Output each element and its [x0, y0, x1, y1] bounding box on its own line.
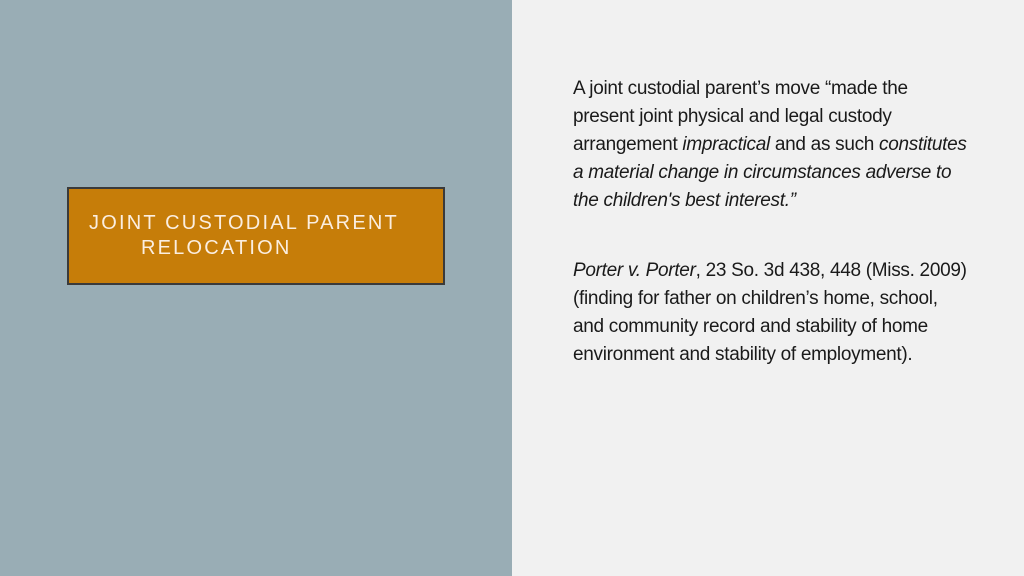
quote-paragraph	[573, 75, 973, 215]
citation-text: , 23 So. 3d 438, 448 (Miss. 2009) (finding for father on children’s home, school, and community record and stability of home environment and stability of employment).	[573, 260, 967, 365]
quote-text-2: and as such	[769, 134, 880, 155]
case-name: Porter v. Porter	[573, 260, 696, 281]
title-line-2: RELOCATION	[141, 237, 292, 259]
title-line-1: JOINT CUSTODIAL PARENT	[89, 212, 399, 234]
quote-italic-2: constitutes a material change in circumstances adverse to the children's best interest.”	[573, 134, 967, 211]
title-box	[67, 187, 445, 285]
citation-paragraph	[573, 257, 973, 369]
quote-text-1: A joint custodial parent’s move “made the present joint physical and legal custody arrangement	[573, 78, 908, 155]
quote-italic-1: impractical	[682, 134, 770, 155]
body-text	[573, 75, 973, 369]
slide-title	[89, 211, 423, 261]
